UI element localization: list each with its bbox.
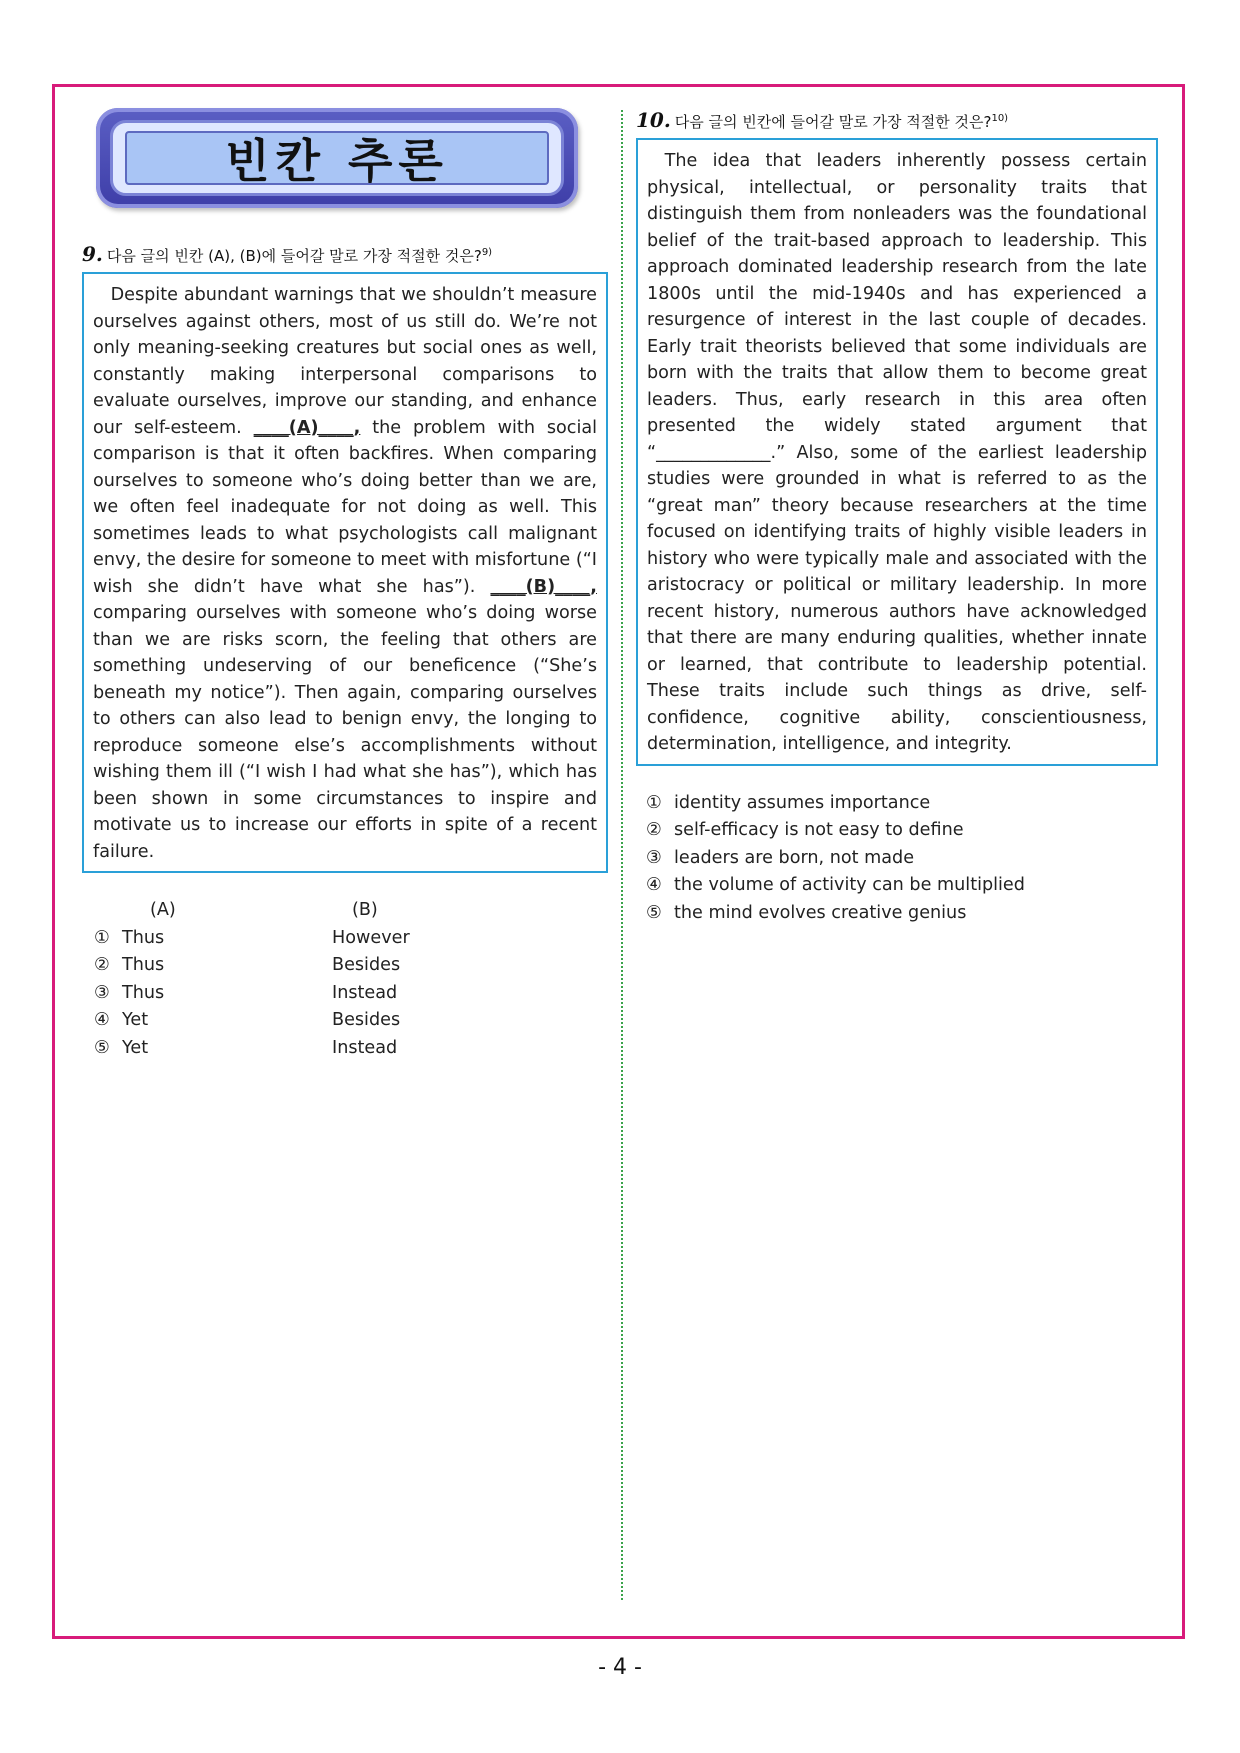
question-9-prompt: 다음 글의 빈칸 (A), (B)에 들어갈 말로 가장 적절한 것은? [106,247,482,265]
question-10-options [636,790,1158,928]
section-title-banner [96,108,578,208]
option-4[interactable]: ④ the volume of activity can be multiplied [646,875,1025,895]
options-header [82,897,608,925]
option-2[interactable]: ② self-efficacy is not easy to define [646,820,964,840]
left-column [82,108,608,1062]
column-divider [621,110,623,1600]
column-a-header: (A) [150,900,176,920]
question-9-number: 9. [82,242,103,266]
question-10-heading [636,108,1158,132]
question-10-number: 10. [636,108,671,132]
option-4[interactable]: ④ Yet Besides [94,1010,401,1030]
option-1[interactable]: ① identity assumes importance [646,792,931,813]
page-number: - 4 - [598,1655,642,1680]
section-title: 빈칸 추론 [225,134,449,188]
question-9-passage: Despite abundant warnings that we shouldn’t measure ourselves against others, most of us still do. We’re not only meaning-seeking creatures but social ones as well, constantly making interpersonal comparisons to evaluate ourselves, improve our standing, and enhance our self-esteem. ____(A)____, the problem with social comparison is that it often backfires. When comparing ourselves to someone who’s doing better than we are, we often feel inadequate for not doing as well. This sometimes leads to what psychologists call malignant envy, the desire for someone to meet with misfortune (“I wish she didn’t have what she has”). ____(B)____, comparing ourselves with someone who’s doing worse than we are risks scorn, the feeling that others are something undeserving of our beneficence (“She’s beneath my notice”). Then again, comparing ourselves to others can also lead to benign envy, the longing to reproduce someone else’s accomplishments without wishing them ill (“I wish I had what she has”), which has been shown in some circumstances to inspire and motivate us to increase our efforts in spite of a recent failure. [82,272,608,873]
question-10-prompt: 다음 글의 빈칸에 들어갈 말로 가장 적절한 것은? [674,113,992,131]
option-5[interactable]: ⑤ Yet Instead [94,1037,398,1058]
blank-a: ____(A)____, [253,417,361,438]
option-1[interactable]: ① Thus However [94,927,410,948]
option-2[interactable]: ② Thus Besides [94,955,401,975]
option-3[interactable]: ③ Thus Instead [94,982,398,1003]
question-9-footnote: 9) [481,247,493,258]
question-10-footnote: 10) [991,113,1009,124]
column-b-header: (B) [352,900,378,920]
right-column [636,108,1158,927]
question-10-passage: The idea that leaders inherently possess certain physical, intellectual, or personality traits that distinguish them from nonleaders was the foundational belief of the trait-based approach to leadership. This approach dominated leadership research from the late 1800s until the mid-1940s and has experienced a resurgence of interest in the last couple of decades. Early trait theorists believed that some individuals are born with the traits that allow them to become great leaders. Thus, early research in this area often presented the widely stated argument that “_____________.” Also, some of the earliest leadership studies were grounded in what is referred to as the “great man” theory because researchers at the time focused on identifying traits of highly visible leaders in history who were typically male and associated with the aristocracy or political or military leadership. In more recent history, numerous authors have acknowledged that there are many enduring qualities, whether innate or learned, that contribute to leadership potential. These traits include such things as drive, self-confidence, cognitive ability, conscientiousness, determination, intelligence, and integrity. [636,138,1158,766]
question-9-options [82,897,608,1062]
option-5[interactable]: ⑤ the mind evolves creative genius [646,902,967,923]
option-3[interactable]: ③ leaders are born, not made [646,847,915,868]
blank-b: ____(B)____, [490,576,597,597]
question-9-heading [82,242,608,266]
